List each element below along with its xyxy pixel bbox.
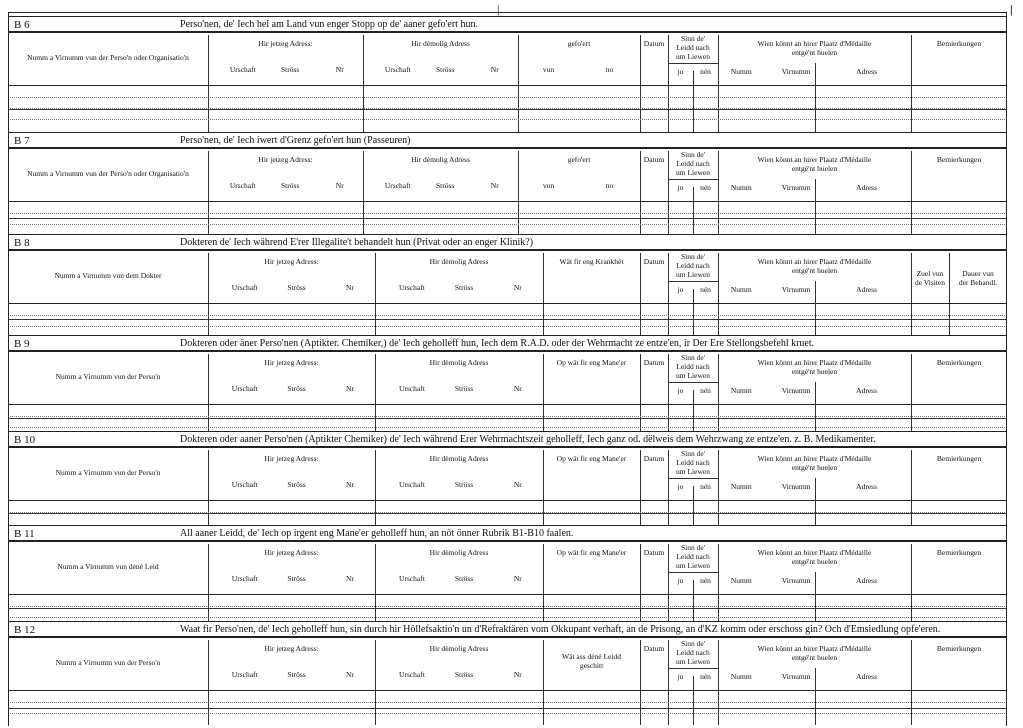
alive-label: Leidd nach: [676, 552, 710, 561]
number-label: Nr: [490, 181, 499, 190]
previous-address-label: Hir dèmolig Adress: [411, 39, 470, 48]
column-rule: [693, 676, 694, 725]
alive-label: um Liewen: [676, 561, 710, 570]
number-label: Nr: [513, 480, 522, 489]
form-section-b8: [8, 234, 1007, 335]
medal-label: Wien könnt an hirer Plaatz d'Médaille: [757, 644, 872, 653]
remarks-label: Bemierkungen: [936, 644, 982, 653]
no-label: nén: [700, 285, 711, 294]
column-rule: [693, 486, 694, 525]
row-rule: [8, 109, 1007, 110]
place-label: Urschaft: [398, 283, 425, 292]
number-label: Nr: [345, 574, 354, 583]
remarks-label: Bemierkungen: [936, 39, 982, 48]
to-label: no: [605, 181, 614, 190]
number-label: Nr: [490, 65, 499, 74]
place-label: Urschaft: [398, 670, 425, 679]
medal-address-label: Adress: [856, 183, 878, 192]
name-column-label: Numm a Virnumm vun der Perso'n: [55, 658, 161, 667]
section-title: All aaner Leidd, de' Iech op irgent eng Mane'er geholleff hun, an nöt önner Rubrik B1-B10 faalen.: [180, 528, 574, 539]
street-label: Ströss: [280, 181, 300, 190]
previous-address-label: Hir dèmolig Adress: [429, 644, 489, 653]
medal-name-label: Numm: [730, 183, 752, 192]
previous-address-label: Hir dèmolig Adress: [411, 155, 470, 164]
medal-firstname-label: Virnumm: [781, 285, 811, 294]
header-rule: [668, 63, 718, 64]
date-label: Datum: [643, 358, 665, 367]
medal-label: entgé'nt huelen: [791, 266, 838, 275]
duration-label: Dauer vun: [962, 269, 994, 278]
no-label: nén: [700, 386, 711, 395]
from-label: vun: [542, 65, 555, 74]
visits-label: de Visiten: [914, 278, 946, 287]
alive-label: um Liewen: [676, 270, 710, 279]
medal-address-label: Adress: [856, 285, 878, 294]
medal-address-label: Adress: [856, 672, 878, 681]
current-address-label: Hir jetzeg Adress:: [258, 39, 313, 48]
medal-name-label: Numm: [730, 67, 752, 76]
alive-label: Leidd nach: [676, 648, 710, 657]
row-rule: [8, 418, 1007, 419]
header-rule: [668, 382, 718, 383]
alive-label: Sinn de': [680, 150, 706, 159]
medal-label: Wien könnt an hirer Plaatz d'Médaille: [757, 454, 872, 463]
section-code: B 7: [14, 135, 30, 147]
column-rule: [640, 35, 641, 132]
medal-address-label: Adress: [856, 576, 878, 585]
section-code: B 8: [14, 237, 30, 249]
column-rule: [208, 35, 209, 132]
entry-line[interactable]: [10, 97, 1005, 98]
place-label: Urschaft: [231, 670, 258, 679]
alive-label: Leidd nach: [676, 458, 710, 467]
current-address-label: Hir jetzeg Adress:: [264, 358, 319, 367]
section-header: [8, 335, 1007, 352]
medal-firstname-label: Virnumm: [781, 672, 811, 681]
number-label: Nr: [335, 181, 344, 190]
medal-address-label: Adress: [856, 67, 878, 76]
current-address-label: Hir jetzeg Adress:: [258, 155, 313, 164]
no-label: nén: [700, 183, 711, 192]
column-rule: [949, 253, 950, 335]
alive-label: Sinn de': [680, 543, 706, 552]
medal-label: Wien könnt an hirer Plaatz d'Médaille: [757, 257, 872, 266]
header-rule: [8, 201, 1007, 202]
header-rule: [8, 303, 1007, 304]
street-label: Ströss: [454, 480, 474, 489]
previous-address-label: Hir dèmolig Adress: [429, 257, 489, 266]
entry-line[interactable]: [10, 416, 1005, 417]
name-column-label: Numm a Virnumm vun dem Dokter: [54, 271, 162, 280]
medal-firstname-label: Virnumm: [781, 183, 811, 192]
name-column-label: Numm a Virnumm vun der Perso'n oder Organisatio'n: [27, 169, 189, 178]
place-label: Urschaft: [398, 384, 425, 393]
street-label: Ströss: [435, 65, 455, 74]
alive-label: Sinn de': [680, 34, 706, 43]
entry-line[interactable]: [10, 702, 1005, 703]
fled-label: gefo'ert: [567, 155, 591, 164]
section-title: Dokteren oder aaner Perso'nen (Aptikter Chemiker) de' Iech während Erer Wehrmachtszeit geholleff, Iech ganz od. dëlweis dem Wehrzwang ze entze'en. z. B. Medikamenter.: [180, 434, 876, 445]
no-label: nén: [700, 672, 711, 681]
remarks-label: Bemierkungen: [936, 548, 982, 557]
place-label: Urschaft: [384, 181, 411, 190]
yes-label: jo: [677, 183, 684, 192]
medal-label: Wien könnt an hirer Plaatz d'Médaille: [757, 358, 872, 367]
section-header: [8, 621, 1007, 638]
alive-label: um Liewen: [676, 52, 710, 61]
medal-label: Wien könnt an hirer Plaatz d'Médaille: [757, 39, 872, 48]
column-rule: [815, 668, 816, 725]
name-column-label: Numm a Virnumm vun der Perso'n oder Organisatio'n: [27, 53, 189, 62]
medal-label: entgé'nt huelen: [791, 164, 838, 173]
no-label: nén: [700, 67, 711, 76]
section-title: Dokteren oder äner Perso'nen (Aptikter. Chemiker,) de' Iech geholleff hun, Iech dem R.A.D. oder der Wehrmacht ze entze'en, ir Der Ere Stellongsbefehl kruet.: [180, 338, 815, 349]
medal-label: entgé'nt huelen: [791, 463, 838, 472]
medal-label: entgé'nt huelen: [791, 48, 838, 57]
manner-label: Op wät fir eng Mane'er: [556, 548, 627, 557]
date-label: Datum: [643, 644, 665, 653]
medal-label: entgé'nt huelen: [791, 653, 838, 662]
section-title: Waat fir Perso'nen, de' Iech geholleff hun, sin durch hir Höllefsaktio'n un d'Refraktären vom Okkupant verhaft, an de Prisong, an d'KZ komm oder erschoss gin? Och d'Emsiedlung opfe'eren.: [180, 624, 941, 635]
registration-mark: |: [1010, 2, 1013, 16]
column-rule: [815, 478, 816, 525]
alive-label: Leidd nach: [676, 43, 710, 52]
date-label: Datum: [643, 454, 665, 463]
medal-label: entgé'nt huelen: [791, 557, 838, 566]
section-code: B 12: [14, 624, 36, 636]
number-label: Nr: [345, 283, 354, 292]
column-rule: [518, 35, 519, 132]
medal-name-label: Numm: [730, 386, 752, 395]
to-label: no: [605, 65, 614, 74]
alive-label: um Liewen: [676, 467, 710, 476]
street-label: Ströss: [454, 670, 474, 679]
column-rule: [693, 580, 694, 621]
entry-line[interactable]: [10, 606, 1005, 607]
entry-line[interactable]: [10, 213, 1005, 214]
header-rule: [8, 690, 1007, 691]
section-title: Dokteren de' Iech während E'rer Illegalite't behandelt hun (Privat oder an enger Klinik?): [180, 237, 534, 248]
column-rule: [693, 390, 694, 431]
number-label: Nr: [345, 384, 354, 393]
street-label: Ströss: [287, 283, 306, 292]
column-rule: [693, 187, 694, 234]
form-section-b9: [8, 335, 1007, 431]
row-rule: [8, 708, 1007, 709]
section-code: B 6: [14, 19, 30, 31]
name-column-label: Numm a Virnumm vun der Perso'n: [55, 468, 161, 477]
medal-name-label: Numm: [730, 672, 752, 681]
previous-address-label: Hir dèmolig Adress: [429, 548, 489, 557]
header-rule: [8, 500, 1007, 501]
yes-label: jo: [677, 386, 684, 395]
entry-line[interactable]: [10, 617, 1005, 618]
place-label: Urschaft: [229, 65, 256, 74]
place-label: Urschaft: [231, 480, 258, 489]
remarks-label: Bemierkungen: [936, 155, 982, 164]
street-label: Ströss: [287, 480, 306, 489]
remarks-label: Bemierkungen: [936, 454, 982, 463]
section-code: B 9: [14, 338, 30, 350]
place-label: Urschaft: [231, 384, 258, 393]
street-label: Ströss: [287, 574, 306, 583]
medal-firstname-label: Virnumm: [781, 576, 811, 585]
no-label: nén: [700, 576, 711, 585]
medal-name-label: Numm: [730, 482, 752, 491]
current-address-label: Hir jetzeg Adress:: [264, 548, 319, 557]
form-section-b10: [8, 431, 1007, 525]
current-address-label: Hir jetzeg Adress:: [264, 257, 319, 266]
date-label: Datum: [643, 155, 665, 164]
alive-label: Sinn de': [680, 639, 706, 648]
date-label: Datum: [643, 548, 665, 557]
column-rule: [363, 35, 364, 132]
medal-label: Wien könnt an hirer Plaatz d'Médaille: [757, 155, 872, 164]
number-label: Nr: [513, 670, 522, 679]
what-happened-label: Wät ass déné Leidd: [562, 652, 621, 661]
section-header: [8, 431, 1007, 448]
previous-address-label: Hir dèmolig Adress: [429, 454, 489, 463]
place-label: Urschaft: [384, 65, 411, 74]
entry-line[interactable]: [10, 713, 1005, 714]
date-label: Datum: [643, 39, 665, 48]
place-label: Urschaft: [231, 574, 258, 583]
street-label: Ströss: [454, 384, 474, 393]
header-rule: [8, 85, 1007, 86]
yes-label: jo: [677, 285, 684, 294]
entry-line[interactable]: [10, 119, 1005, 120]
header-rule: [8, 404, 1007, 405]
alive-label: Sinn de': [680, 252, 706, 261]
header-rule: [668, 179, 718, 180]
entry-line[interactable]: [10, 427, 1005, 428]
medal-firstname-label: Virnumm: [781, 67, 811, 76]
medal-firstname-label: Virnumm: [781, 386, 811, 395]
column-rule: [693, 289, 694, 335]
medal-address-label: Adress: [856, 386, 878, 395]
section-title: Perso'nen, de' Iech hei am Land vun enger Stopp op de' aaner gefo'ert hun.: [180, 19, 478, 30]
visits-label: Zuel vun: [916, 269, 944, 278]
section-header: [8, 16, 1007, 33]
row-rule: [8, 513, 1007, 514]
previous-address-label: Hir dèmolig Adress: [429, 358, 489, 367]
section-header: [8, 234, 1007, 251]
alive-label: um Liewen: [676, 168, 710, 177]
column-rule: [815, 382, 816, 431]
yes-label: jo: [677, 576, 684, 585]
form-section-b6: [8, 16, 1007, 132]
manner-label: Op wät fir eng Mane'er: [556, 454, 627, 463]
header-rule: [668, 572, 718, 573]
column-rule: [815, 63, 816, 132]
name-column-label: Numm a Virnumm vun der Perso'n: [55, 372, 161, 381]
entry-line[interactable]: [10, 315, 1005, 316]
what-happened-label: geschitt: [579, 661, 604, 670]
number-label: Nr: [513, 384, 522, 393]
medal-address-label: Adress: [856, 482, 878, 491]
from-label: vun: [542, 181, 555, 190]
header-rule: [668, 281, 718, 282]
row-rule: [8, 319, 1007, 320]
medal-name-label: Numm: [730, 285, 752, 294]
medal-label: entgé'nt huelen: [791, 367, 838, 376]
header-rule: [668, 668, 718, 669]
alive-label: Sinn de': [680, 449, 706, 458]
manner-label: Op wät fir eng Mane'er: [556, 358, 627, 367]
row-rule: [8, 218, 1007, 219]
duration-label: der Behandl.: [958, 278, 998, 287]
alive-label: Sinn de': [680, 353, 706, 362]
date-label: Datum: [643, 257, 665, 266]
current-address-label: Hir jetzeg Adress:: [264, 644, 319, 653]
street-label: Ströss: [287, 384, 306, 393]
alive-label: um Liewen: [676, 657, 710, 666]
street-label: Ströss: [454, 283, 474, 292]
column-rule: [815, 179, 816, 234]
section-code: B 10: [14, 434, 36, 446]
place-label: Urschaft: [229, 181, 256, 190]
section-code: B 11: [14, 528, 35, 540]
medal-name-label: Numm: [730, 576, 752, 585]
section-title: Perso'nen, de' Iech iwert d'Grenz gefo'ert hun (Passeuren): [180, 135, 411, 146]
column-rule: [911, 253, 912, 335]
alive-label: Leidd nach: [676, 362, 710, 371]
column-rule: [693, 71, 694, 132]
fled-label: gefo'ert: [567, 39, 591, 48]
form-section-b11: [8, 525, 1007, 621]
column-rule: [815, 281, 816, 335]
column-rule: [815, 572, 816, 621]
place-label: Urschaft: [398, 480, 425, 489]
yes-label: jo: [677, 482, 684, 491]
number-label: Nr: [335, 65, 344, 74]
alive-label: um Liewen: [676, 371, 710, 380]
place-label: Urschaft: [231, 283, 258, 292]
entry-line[interactable]: [10, 224, 1005, 225]
number-label: Nr: [345, 480, 354, 489]
section-header: [8, 132, 1007, 149]
remarks-label: Bemierkungen: [936, 358, 982, 367]
illness-label: Wät fir eng Krankhét: [559, 257, 624, 266]
header-rule: [668, 478, 718, 479]
yes-label: jo: [677, 672, 684, 681]
medal-firstname-label: Virnumm: [781, 482, 811, 491]
form-section-b12: [8, 621, 1007, 725]
alive-label: Leidd nach: [676, 159, 710, 168]
number-label: Nr: [513, 574, 522, 583]
section-header: [8, 525, 1007, 542]
street-label: Ströss: [454, 574, 474, 583]
no-label: nén: [700, 482, 711, 491]
current-address-label: Hir jetzeg Adress:: [264, 454, 319, 463]
registration-mark: |: [497, 2, 500, 16]
street-label: Ströss: [287, 670, 306, 679]
column-rule: [911, 35, 912, 132]
number-label: Nr: [513, 283, 522, 292]
row-rule: [8, 608, 1007, 609]
street-label: Ströss: [280, 65, 300, 74]
medal-label: Wien könnt an hirer Plaatz d'Médaille: [757, 548, 872, 557]
header-rule: [8, 594, 1007, 595]
place-label: Urschaft: [398, 574, 425, 583]
alive-label: Leidd nach: [676, 261, 710, 270]
yes-label: jo: [677, 67, 684, 76]
number-label: Nr: [345, 670, 354, 679]
entry-line[interactable]: [10, 326, 1005, 327]
form-section-b7: [8, 132, 1007, 234]
street-label: Ströss: [435, 181, 455, 190]
name-column-label: Numm a Virnumm vun déné Leid: [57, 562, 159, 571]
